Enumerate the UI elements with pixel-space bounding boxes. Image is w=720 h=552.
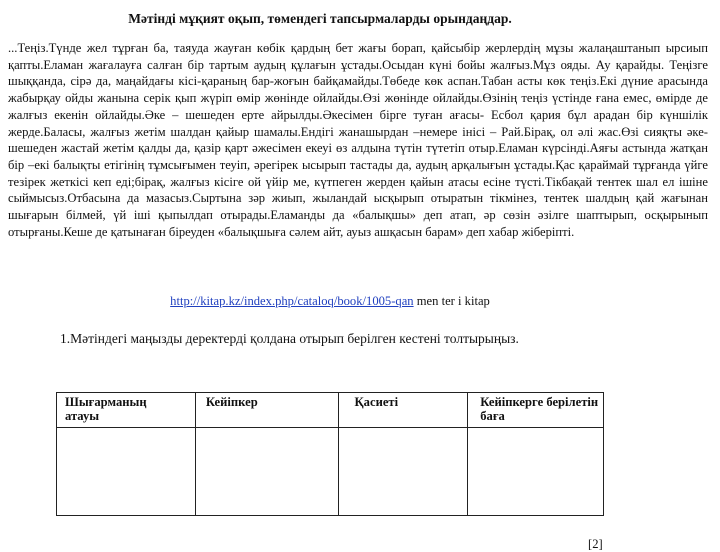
answer-cell-work-title[interactable] — [57, 428, 196, 516]
table-header-row — [57, 393, 604, 428]
table-row — [57, 428, 604, 516]
source-suffix: men ter i kitap — [413, 294, 490, 308]
answer-cell-assessment[interactable] — [468, 428, 604, 516]
answer-cell-quality[interactable] — [338, 428, 468, 516]
source-link[interactable]: http://kitap.kz/index.php/cataloq/book/1005-qan — [170, 294, 414, 308]
header-quality: Қасиеті — [338, 393, 468, 428]
answer-cell-character[interactable] — [195, 428, 338, 516]
reading-passage: ...Теңіз.Түнде жел тұрған ба, таяуда жауған көбік қардың бет жағы борап, қайсыбір жерлердің мұзы жалаңаштанып ырсиып қапты.Еламан жағалауға салған бір тартым аудың құлағын ұстады.Осыдан күні бойы жалғыз.Мұз ояды. Ау қарайды. Теңізге шыққанда, сірә да, маңайдағы кісі-қараның бар-жоғын байқамайды.Төбеде көк аспан.Табан асты көк теңіз.Екі дүние арасында жабырқау ойды жанына серік қып жүріп өмір жөнінде ойлайды.Өзі жөнінде ойлайды.Өзінің теңіз үстінде ғана емес, өмірде де жалғыз екенін ойлайды.Әке – шешеден ерте айрылды.Әкесімен бірге туған ағасы- Есбол қария бұл арадан бір күншілік жерде.Баласы, жалғыз жетім шалдан қайыр шамалы.Ендігі жанашырдан –немере інісі – Рай.Бірақ, ол әлі жас.Өзі сияқты әке-шешеден жастай жетім қалды да, қазір қарт әжесімен екеуі өз алдына түтін түтетіп отыр.Еламан күрсінді.Аяғы астында жатқан бір –екі балықты етігінің тұмсығымен теуіп, әрегірек ысырып тастады да, аудың арқалығын ұстады.Қас қараймай тұрғанда үйге тезірек жеткісі кеп еді;бірақ, жалғыз кісіге ой үйір ме, күтпеген жерден қайын атасы есіне түсті.Тікбақай тентек шал ел ішіне сыймысыз.Отбасына да мазасыз.Сыртына зәр жиып, жыландай ысқырып отыратын тікмінез, тентек шалдың қай жағынан шығарын білмей, үй іші қыпылдап отырады.Еламанды да «балықшы» деп атап, әр сөзін әзілге шаптырып, осқырынып отырғаны.Кеше де қатынаған біреуден «балықшыға сәлем айт, ауыз ашқасын барам» деп хабар жіберіпті. — [8, 41, 708, 239]
task-instruction: 1.Мәтіндегі маңызды деректерді қолдана отырып берілген кестені толтырыңыз. — [60, 331, 519, 346]
header-character: Кейіпкер — [195, 393, 338, 428]
source-reference — [0, 294, 660, 309]
points-mark: [2] — [588, 537, 603, 551]
answer-table — [56, 392, 604, 516]
page-title: Мәтінді мұқият оқып, төмендегі тапсырмаларды орындаңдар. — [128, 11, 512, 26]
header-work-title: Шығарманың атауы — [57, 393, 196, 428]
header-assessment: Кейіпкерге берілетін баға — [468, 393, 604, 428]
